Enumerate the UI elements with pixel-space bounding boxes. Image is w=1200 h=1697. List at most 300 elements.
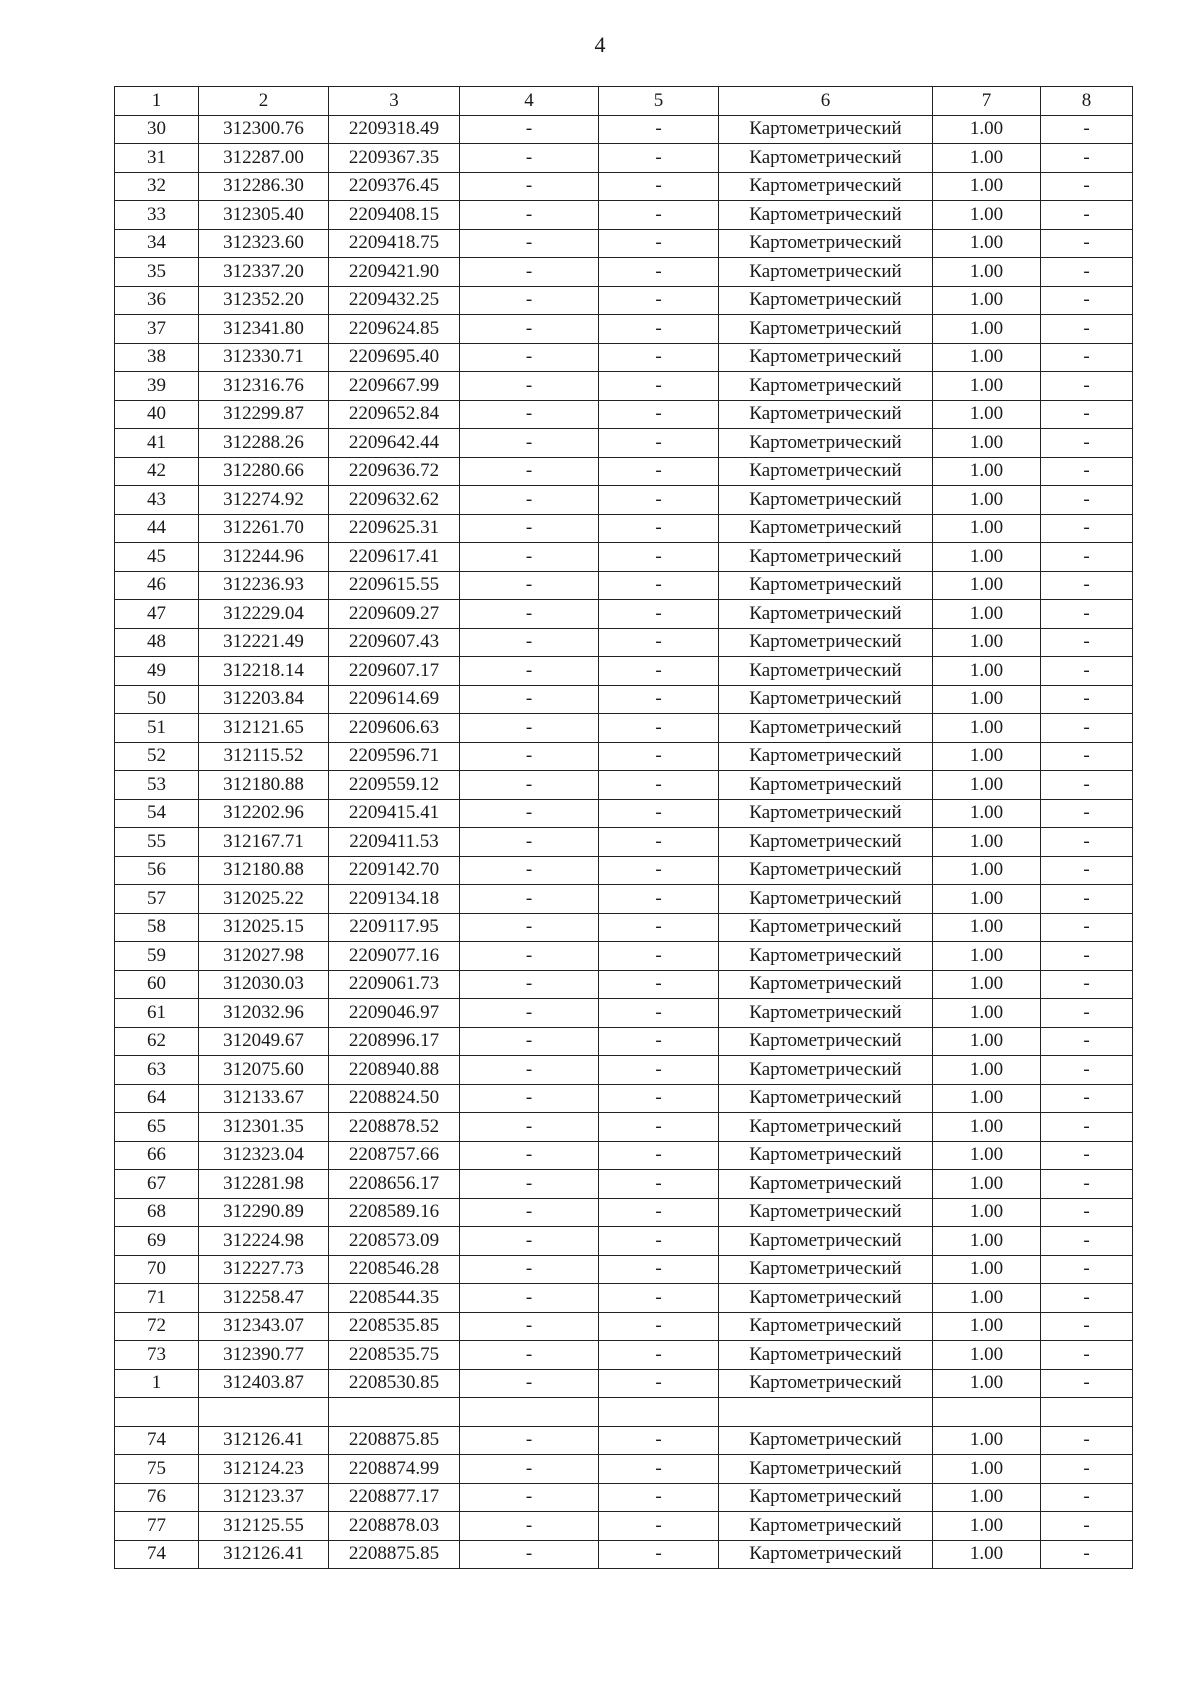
table-cell: - — [460, 1341, 599, 1370]
table-cell: 312236.93 — [199, 571, 329, 600]
table-row — [115, 571, 1133, 600]
table-cell: 54 — [115, 799, 199, 828]
table-cell: 312286.30 — [199, 172, 329, 201]
table-cell: - — [460, 1540, 599, 1569]
table-cell: Картометрический — [719, 457, 933, 486]
table-row — [115, 258, 1133, 287]
table-cell: 2208874.99 — [329, 1455, 460, 1484]
table-cell: 61 — [115, 999, 199, 1028]
table-cell: 312288.26 — [199, 429, 329, 458]
table-cell: 2209624.85 — [329, 315, 460, 344]
table-cell: 2209642.44 — [329, 429, 460, 458]
column-header: 8 — [1041, 87, 1133, 116]
table-cell: - — [460, 400, 599, 429]
table-cell: - — [1041, 1369, 1133, 1398]
table-cell: 2209607.43 — [329, 628, 460, 657]
table-cell: Картометрический — [719, 1369, 933, 1398]
table-cell: 1.00 — [933, 543, 1041, 572]
table-cell: 2208757.66 — [329, 1141, 460, 1170]
table-cell: Картометрический — [719, 343, 933, 372]
table-row — [115, 172, 1133, 201]
table-row — [115, 856, 1133, 885]
table-cell: - — [460, 315, 599, 344]
page-number: 4 — [594, 32, 606, 57]
table-cell: 2209061.73 — [329, 970, 460, 999]
table-cell: - — [460, 970, 599, 999]
table-cell: 312027.98 — [199, 942, 329, 971]
table-cell: - — [1041, 429, 1133, 458]
table-cell: 312323.60 — [199, 229, 329, 258]
table-cell: 312244.96 — [199, 543, 329, 572]
table-cell: 37 — [115, 315, 199, 344]
table-cell: - — [460, 486, 599, 515]
table-cell: 39 — [115, 372, 199, 401]
table-cell: - — [1041, 885, 1133, 914]
table-cell: Картометрический — [719, 1284, 933, 1313]
table-cell: - — [1041, 856, 1133, 885]
table-row — [115, 286, 1133, 315]
table-cell: 52 — [115, 742, 199, 771]
table-row — [115, 1027, 1133, 1056]
table-row — [115, 144, 1133, 173]
table-cell: 1.00 — [933, 343, 1041, 372]
table-cell: 40 — [115, 400, 199, 429]
table-cell: 30 — [115, 115, 199, 144]
table-cell: Картометрический — [719, 486, 933, 515]
table-cell: Картометрический — [719, 372, 933, 401]
table-cell: 312221.49 — [199, 628, 329, 657]
table-cell: - — [599, 942, 719, 971]
table-cell: 1.00 — [933, 286, 1041, 315]
table-cell: - — [460, 286, 599, 315]
table-cell: 2208546.28 — [329, 1255, 460, 1284]
table-cell: - — [599, 1540, 719, 1569]
table-cell: 1.00 — [933, 970, 1041, 999]
table-cell: 1.00 — [933, 1227, 1041, 1256]
table-cell: 312227.73 — [199, 1255, 329, 1284]
table-cell: - — [1041, 742, 1133, 771]
table-cell: 1.00 — [933, 856, 1041, 885]
table-cell: 2209636.72 — [329, 457, 460, 486]
table-cell: Картометрический — [719, 1512, 933, 1541]
table-cell: 46 — [115, 571, 199, 600]
table-cell: - — [1041, 1255, 1133, 1284]
table-cell: - — [460, 343, 599, 372]
table-cell: - — [1041, 657, 1133, 686]
table-cell — [719, 1398, 933, 1427]
table-cell: 1.00 — [933, 1369, 1041, 1398]
table-cell: 2209046.97 — [329, 999, 460, 1028]
table-cell: 312316.76 — [199, 372, 329, 401]
table-cell: - — [460, 1084, 599, 1113]
table-cell: Картометрический — [719, 1113, 933, 1142]
table-cell: - — [460, 999, 599, 1028]
table-cell: Картометрический — [719, 913, 933, 942]
table-cell: - — [599, 201, 719, 230]
table-cell: - — [599, 742, 719, 771]
table-cell: - — [1041, 600, 1133, 629]
table-cell: 2208535.85 — [329, 1312, 460, 1341]
table-cell: 2209134.18 — [329, 885, 460, 914]
table-cell: - — [1041, 799, 1133, 828]
table-cell: 1.00 — [933, 201, 1041, 230]
table-cell: - — [460, 885, 599, 914]
table-cell: 312167.71 — [199, 828, 329, 857]
table-cell: 1.00 — [933, 600, 1041, 629]
table-row — [115, 1312, 1133, 1341]
table-cell: 2209408.15 — [329, 201, 460, 230]
table-cell: 1.00 — [933, 429, 1041, 458]
table-cell: 53 — [115, 771, 199, 800]
table-cell: - — [1041, 1426, 1133, 1455]
table-cell: - — [599, 714, 719, 743]
table-cell: - — [1041, 1483, 1133, 1512]
table-cell: - — [460, 258, 599, 287]
table-cell: 312261.70 — [199, 514, 329, 543]
table-cell: 35 — [115, 258, 199, 287]
table-cell: 312075.60 — [199, 1056, 329, 1085]
table-cell: 2208573.09 — [329, 1227, 460, 1256]
table-cell — [460, 1398, 599, 1427]
table-cell: - — [460, 657, 599, 686]
table-cell: - — [599, 1141, 719, 1170]
table-cell: 312202.96 — [199, 799, 329, 828]
table-cell: - — [599, 913, 719, 942]
table-cell: 1.00 — [933, 144, 1041, 173]
table-cell: 1.00 — [933, 372, 1041, 401]
table-cell: 57 — [115, 885, 199, 914]
table-cell: - — [599, 115, 719, 144]
table-cell: 2209615.55 — [329, 571, 460, 600]
table-cell: 1.00 — [933, 1113, 1041, 1142]
table-cell: - — [599, 1284, 719, 1313]
table-cell: 44 — [115, 514, 199, 543]
table-cell: - — [460, 514, 599, 543]
table-cell: Картометрический — [719, 144, 933, 173]
table-cell: 1.00 — [933, 571, 1041, 600]
table-cell: 2208530.85 — [329, 1369, 460, 1398]
table-cell: 1.00 — [933, 885, 1041, 914]
table-row — [115, 457, 1133, 486]
table-cell: 33 — [115, 201, 199, 230]
coordinates-table — [114, 86, 1133, 1569]
table-cell: - — [1041, 486, 1133, 515]
table-cell: 312229.04 — [199, 600, 329, 629]
table-cell: 1.00 — [933, 657, 1041, 686]
table-cell: 312125.55 — [199, 1512, 329, 1541]
table-cell: 312124.23 — [199, 1455, 329, 1484]
table-cell: 312305.40 — [199, 201, 329, 230]
table-cell: 2208878.03 — [329, 1512, 460, 1541]
table-cell: - — [1041, 1113, 1133, 1142]
table-cell: 43 — [115, 486, 199, 515]
table-cell: 2208824.50 — [329, 1084, 460, 1113]
table-cell: 312337.20 — [199, 258, 329, 287]
table-cell: Картометрический — [719, 1341, 933, 1370]
table-cell: 2209632.62 — [329, 486, 460, 515]
table-cell: - — [1041, 144, 1133, 173]
table-cell: 1.00 — [933, 1084, 1041, 1113]
table-cell: - — [1041, 457, 1133, 486]
table-cell: 34 — [115, 229, 199, 258]
table-cell: - — [460, 543, 599, 572]
table-cell: - — [460, 1227, 599, 1256]
table-cell: Картометрический — [719, 999, 933, 1028]
table-cell: 1.00 — [933, 229, 1041, 258]
table-cell: 312025.15 — [199, 913, 329, 942]
table-cell: 312032.96 — [199, 999, 329, 1028]
table-cell: Картометрический — [719, 771, 933, 800]
table-cell: 312390.77 — [199, 1341, 329, 1370]
table-row — [115, 1455, 1133, 1484]
table-cell: 312121.65 — [199, 714, 329, 743]
table-cell: 2208875.85 — [329, 1540, 460, 1569]
table-row — [115, 201, 1133, 230]
table-row — [115, 1483, 1133, 1512]
table-cell: - — [460, 771, 599, 800]
table-row — [115, 1426, 1133, 1455]
table-cell: 70 — [115, 1255, 199, 1284]
table-cell: 50 — [115, 685, 199, 714]
table-cell: - — [1041, 543, 1133, 572]
table-row — [115, 1540, 1133, 1569]
table-cell: Картометрический — [719, 1255, 933, 1284]
table-cell: - — [599, 1255, 719, 1284]
table-cell: 2209652.84 — [329, 400, 460, 429]
table-cell: 38 — [115, 343, 199, 372]
table-cell: 2209667.99 — [329, 372, 460, 401]
table-cell: - — [599, 999, 719, 1028]
table-cell — [115, 1398, 199, 1427]
table-cell: - — [460, 1170, 599, 1199]
table-cell: 312352.20 — [199, 286, 329, 315]
table-cell: - — [599, 685, 719, 714]
table-cell: Картометрический — [719, 600, 933, 629]
table-cell: Картометрический — [719, 885, 933, 914]
table-cell: 312224.98 — [199, 1227, 329, 1256]
table-cell: - — [599, 799, 719, 828]
table-cell: 312280.66 — [199, 457, 329, 486]
table-cell: 42 — [115, 457, 199, 486]
table-cell: 49 — [115, 657, 199, 686]
table-cell: - — [599, 828, 719, 857]
table-cell — [329, 1398, 460, 1427]
table-cell: - — [599, 144, 719, 173]
table-cell: - — [1041, 942, 1133, 971]
table-cell: 76 — [115, 1483, 199, 1512]
table-cell: 2209559.12 — [329, 771, 460, 800]
table-cell: 1.00 — [933, 400, 1041, 429]
table-row — [115, 514, 1133, 543]
table-row — [115, 1255, 1133, 1284]
table-cell: 60 — [115, 970, 199, 999]
table-body — [115, 115, 1133, 1569]
table-cell: - — [599, 486, 719, 515]
table-cell: 312330.71 — [199, 343, 329, 372]
table-cell: - — [599, 1483, 719, 1512]
table-cell: - — [1041, 685, 1133, 714]
table-cell: Картометрический — [719, 1540, 933, 1569]
table-cell: 59 — [115, 942, 199, 971]
table-row — [115, 1170, 1133, 1199]
table-cell: - — [599, 343, 719, 372]
table-cell: - — [460, 372, 599, 401]
table-cell: Картометрический — [719, 543, 933, 572]
table-cell: Картометрический — [719, 1141, 933, 1170]
table-cell: - — [460, 1198, 599, 1227]
table-cell: - — [599, 771, 719, 800]
column-header: 5 — [599, 87, 719, 116]
table-cell: Картометрический — [719, 1426, 933, 1455]
table-cell: 312126.41 — [199, 1426, 329, 1455]
table-cell: 2209318.49 — [329, 115, 460, 144]
table-row — [115, 885, 1133, 914]
table-cell: - — [460, 1455, 599, 1484]
table-cell: - — [599, 657, 719, 686]
table-cell: 1.00 — [933, 115, 1041, 144]
table-cell: - — [1041, 1341, 1133, 1370]
table-cell: - — [599, 543, 719, 572]
table-cell: - — [1041, 1198, 1133, 1227]
table-cell: - — [1041, 828, 1133, 857]
table-cell: 1.00 — [933, 1341, 1041, 1370]
table-cell: 51 — [115, 714, 199, 743]
table-cell: 1.00 — [933, 258, 1041, 287]
table-cell: 2208877.17 — [329, 1483, 460, 1512]
table-cell: 2208875.85 — [329, 1426, 460, 1455]
table-cell: - — [1041, 315, 1133, 344]
table-cell: Картометрический — [719, 714, 933, 743]
table-cell: - — [460, 201, 599, 230]
table-cell: Картометрический — [719, 799, 933, 828]
table-cell: 312133.67 — [199, 1084, 329, 1113]
table-cell: 2209432.25 — [329, 286, 460, 315]
table-cell: 1.00 — [933, 1483, 1041, 1512]
table-cell: - — [1041, 714, 1133, 743]
table-cell: - — [1041, 258, 1133, 287]
table-row — [115, 429, 1133, 458]
table-cell: - — [599, 258, 719, 287]
table-cell: - — [599, 1113, 719, 1142]
table-cell: - — [599, 600, 719, 629]
table-cell: 63 — [115, 1056, 199, 1085]
table-cell: - — [460, 115, 599, 144]
table-cell: Картометрический — [719, 1027, 933, 1056]
table-cell: - — [599, 628, 719, 657]
table-cell: - — [599, 229, 719, 258]
table-cell: 312343.07 — [199, 1312, 329, 1341]
table-cell: 48 — [115, 628, 199, 657]
table-row — [115, 1056, 1133, 1085]
table-cell: 1.00 — [933, 486, 1041, 515]
table-row — [115, 315, 1133, 344]
table-cell: 312030.03 — [199, 970, 329, 999]
table-cell: Картометрический — [719, 429, 933, 458]
table-cell: - — [1041, 1227, 1133, 1256]
table-cell: 2209421.90 — [329, 258, 460, 287]
table-cell: - — [599, 286, 719, 315]
table-row — [115, 999, 1133, 1028]
table-cell: Картометрический — [719, 115, 933, 144]
table-cell: Картометрический — [719, 742, 933, 771]
table-cell: - — [599, 1312, 719, 1341]
table-cell: - — [460, 1512, 599, 1541]
table-row — [115, 799, 1133, 828]
table-row — [115, 1227, 1133, 1256]
table-cell: 68 — [115, 1198, 199, 1227]
table-cell: 312290.89 — [199, 1198, 329, 1227]
table-row — [115, 1512, 1133, 1541]
table-cell: - — [1041, 343, 1133, 372]
table-cell: - — [1041, 1455, 1133, 1484]
table-cell: 65 — [115, 1113, 199, 1142]
table-row — [115, 372, 1133, 401]
table-cell: Картометрический — [719, 1455, 933, 1484]
table-cell: 1.00 — [933, 457, 1041, 486]
table-cell: 1.00 — [933, 1455, 1041, 1484]
table-cell: - — [460, 942, 599, 971]
table-cell: 312180.88 — [199, 856, 329, 885]
table-cell: 2209142.70 — [329, 856, 460, 885]
table-cell: 31 — [115, 144, 199, 173]
table-cell: Картометрический — [719, 1170, 933, 1199]
table-cell: 36 — [115, 286, 199, 315]
table-cell: 312123.37 — [199, 1483, 329, 1512]
table-cell — [199, 1398, 329, 1427]
table-row — [115, 714, 1133, 743]
table-cell: 55 — [115, 828, 199, 857]
table-cell: - — [460, 1426, 599, 1455]
table-cell: - — [460, 172, 599, 201]
table-cell: - — [460, 799, 599, 828]
table-row-separator — [115, 1398, 1133, 1427]
table-row — [115, 543, 1133, 572]
table-cell: 1.00 — [933, 1255, 1041, 1284]
table-cell: - — [1041, 286, 1133, 315]
table-cell: 2208544.35 — [329, 1284, 460, 1313]
table-cell: - — [599, 514, 719, 543]
table-cell: - — [460, 1141, 599, 1170]
table-cell: - — [599, 315, 719, 344]
table-cell: - — [460, 144, 599, 173]
table-cell: - — [460, 742, 599, 771]
table-cell: Картометрический — [719, 229, 933, 258]
table-cell: 312218.14 — [199, 657, 329, 686]
table-cell: - — [599, 400, 719, 429]
table-cell: - — [599, 571, 719, 600]
table-cell: 312274.92 — [199, 486, 329, 515]
table-cell: - — [460, 600, 599, 629]
table-cell: - — [460, 1312, 599, 1341]
table-row — [115, 1369, 1133, 1398]
table-cell: 62 — [115, 1027, 199, 1056]
table-cell: 1.00 — [933, 999, 1041, 1028]
table-cell: 312301.35 — [199, 1113, 329, 1142]
table-cell: - — [599, 1369, 719, 1398]
table-cell: 56 — [115, 856, 199, 885]
table-cell: - — [599, 457, 719, 486]
table-cell: - — [460, 1483, 599, 1512]
table-cell: 1.00 — [933, 628, 1041, 657]
table-cell: 2209077.16 — [329, 942, 460, 971]
table-cell: 1.00 — [933, 685, 1041, 714]
column-header: 4 — [460, 87, 599, 116]
table-row — [115, 1341, 1133, 1370]
table-cell: - — [1041, 913, 1133, 942]
table-cell: 1.00 — [933, 1312, 1041, 1341]
table-row — [115, 1141, 1133, 1170]
table-cell: 2208656.17 — [329, 1170, 460, 1199]
